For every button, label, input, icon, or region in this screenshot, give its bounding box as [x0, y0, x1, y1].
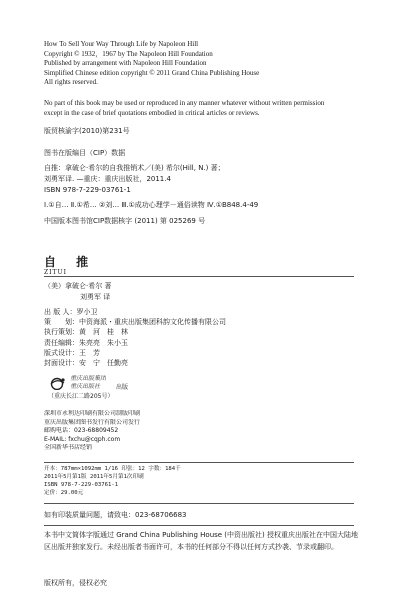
credit-planning: 策 划：中资海派・重庆出版集团科韵文化传播有限公司: [44, 318, 226, 327]
credit-layout: 版式设计：王 芳: [44, 348, 100, 357]
title-divider: [44, 276, 354, 277]
book-pinyin: ZITUI: [44, 269, 67, 276]
cip-line-2: 刘勇军译. —重庆：重庆出版社，2011.4: [44, 175, 171, 183]
cip-isbn: ISBN 978-7-229-03761-1: [44, 186, 131, 194]
author-line: （美）拿破仑·希尔 著: [44, 282, 112, 290]
publisher-chuban: 出版: [116, 384, 129, 391]
quality-notice: 如有印装质量问题，请致电：023-68706683: [44, 511, 187, 519]
credit-cover: 封面设计：安 宁 任勤亮: [44, 359, 128, 368]
printer-line: 深圳市永利达印刷有限公司制版印刷: [44, 410, 141, 417]
credits-block: [44, 307, 360, 368]
edition-line: 2011年5月第1版 2011年5月第1次印刷: [44, 474, 144, 480]
rights-notice-line-2: except in the case of brief quotations embodied in critical articles or reviews.: [44, 108, 260, 117]
original-title-line: How To Sell Your Way Through Life by Napoleon Hill: [44, 40, 199, 48]
credit-exec-planning: 执行策划：黄 河 桂 林: [44, 328, 128, 337]
book-title: 自 推: [44, 255, 97, 269]
publisher-logo-text: [70, 375, 106, 390]
cip-line-1: 自推：拿破仑·希尔的自我推销术／(美) 希尔(Hill, N.) 著；: [44, 164, 225, 172]
mail-order-phone: 邮购电话：023-68809452: [44, 427, 119, 435]
seller-line: 全国新华书店经销: [44, 444, 93, 452]
specs-isbn: ISBN 978-7-229-03761-1: [44, 482, 119, 488]
specs-divider-top: [44, 462, 354, 463]
translator-line: 刘勇军 译: [80, 293, 111, 301]
cip-number: 中国版本图书馆CIP数据核字 (2011) 第 025269 号: [44, 217, 206, 225]
publisher-logo-icon: [48, 376, 68, 390]
all-rights-reserved: 版权所有，侵权必究: [44, 579, 107, 587]
book-title-block: [44, 255, 360, 276]
rights-notice-block: [44, 99, 360, 118]
quality-divider: [44, 525, 354, 526]
logo-text-group: 重庆出版集团: [70, 375, 107, 382]
specs-divider-bottom: [44, 503, 354, 504]
distributor-line: 重庆出版集团图书发行有限公司发行: [44, 418, 141, 426]
publisher-address: （重庆长江二路205号）: [48, 393, 114, 400]
simplified-edition-line: Simplified Chinese edition copyright © 2011 Grand China Publishing House: [44, 68, 260, 77]
author-block: [44, 281, 360, 303]
all-rights-line: All rights reserved.: [44, 78, 98, 86]
format-line: 开本：787mm×1092mm 1/16 印张：12 字数：184千: [44, 466, 181, 472]
copyright-line: Copyright © 1932，1967 by The Napoleon Hill Foundation: [44, 49, 213, 58]
credit-editors: 责任编辑：朱亮亮 朱小玉: [44, 338, 128, 347]
cip-classification: Ⅰ.①自… Ⅱ.①希… ②刘… Ⅲ.①成功心理学－通俗读物 Ⅳ.①B848.4-49: [44, 201, 259, 209]
cip-block: [44, 148, 360, 227]
authorization-notice: 本书中文简体字版通过 Grand China Publishing House (中资出版社) 授权重庆出版社在中国大陆地区出版并独家发行。未经出版者书面许可，本书的任何部分不得以任何方式抄袭、节录或翻印。: [44, 531, 358, 551]
email-line: E-MAIL: fxchu@cqph.com: [44, 435, 121, 443]
price-line: 定价：29.00元: [44, 490, 84, 496]
cip-heading: 图书在版编目（CIP）数据: [44, 149, 126, 157]
contract-number: 版贸核渝字(2010)第231号: [44, 127, 130, 135]
logo-text-press: 重庆出版社: [70, 382, 101, 390]
arrangement-line: Published by arrangement with Napoleon Hill Foundation: [44, 59, 207, 67]
rights-notice-line-1: No part of this book may be used or reproduced in any manner whatever without written permission: [44, 99, 325, 107]
printing-block: [44, 410, 360, 453]
specs-block: [44, 465, 360, 497]
english-copyright-block: [44, 40, 360, 88]
credit-publisher: 出 版 人：罗小卫: [44, 308, 98, 316]
